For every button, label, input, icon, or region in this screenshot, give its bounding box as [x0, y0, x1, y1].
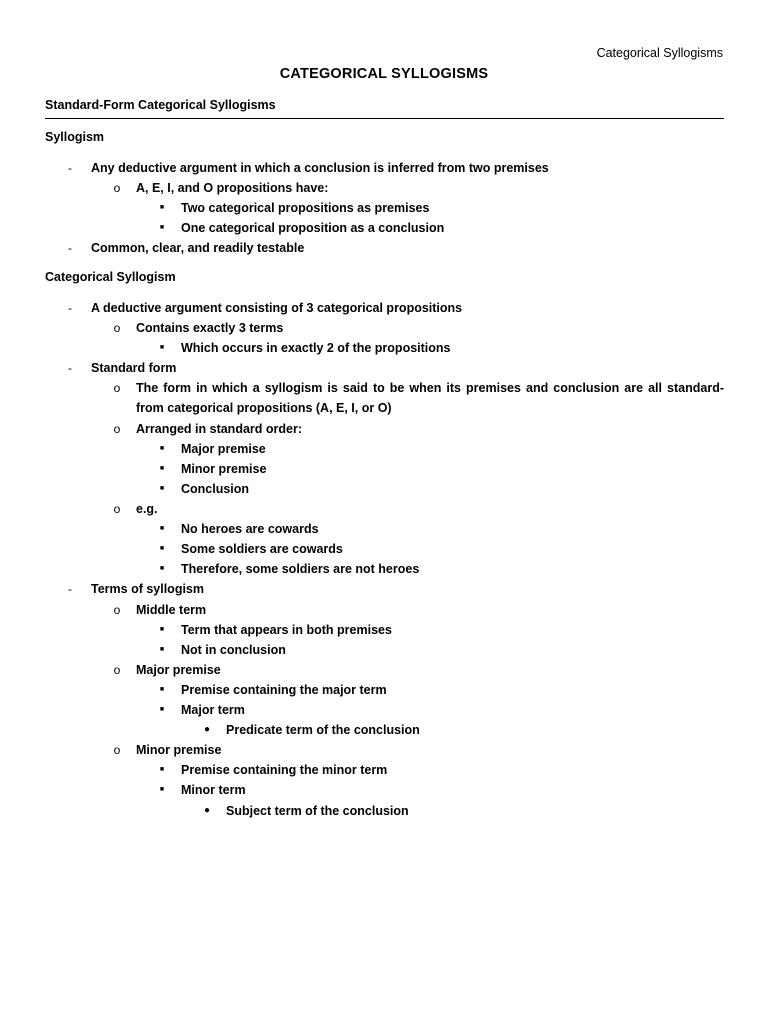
list-item-text: Term that appears in both premises: [181, 622, 392, 637]
list-item: [0, 499, 768, 519]
list-item-text: Two categorical propositions as premises: [181, 201, 430, 216]
dash-marker: -: [68, 582, 72, 597]
list-item: [0, 238, 768, 258]
list-item-text: Minor term: [181, 783, 246, 798]
square-marker: ■: [159, 685, 165, 693]
dash-marker: -: [68, 301, 72, 315]
list-item-text: Not in conclusion: [181, 642, 286, 657]
dash-marker: -: [68, 241, 72, 256]
list-item: [0, 298, 768, 318]
circle-marker: o: [113, 321, 121, 336]
square-marker: ■: [159, 565, 165, 573]
section-title: Standard-Form Categorical Syllogisms: [45, 98, 276, 112]
list-item-text: Any deductive argument in which a conclusion is inferred from two premises: [91, 161, 549, 175]
circle-marker: o: [113, 502, 121, 516]
list-item: [0, 680, 768, 700]
list-item: [0, 720, 768, 740]
list-item: [0, 378, 768, 418]
list-item-text: Common, clear, and readily testable: [91, 241, 305, 256]
dash-marker: -: [68, 161, 72, 175]
list-item: [0, 158, 768, 178]
list-item: [0, 559, 768, 579]
list-item-text: Which occurs in exactly 2 of the propositions: [181, 341, 451, 356]
circle-marker: o: [113, 662, 121, 677]
document-title: CATEGORICAL SYLLOGISMS: [279, 66, 489, 82]
list-item-text: Conclusion: [181, 481, 250, 496]
list-item: [0, 760, 768, 780]
list-item: [0, 700, 768, 720]
square-marker: ■: [159, 625, 165, 633]
list-item-text: Arranged in standard order:: [136, 421, 302, 436]
list-item-text: One categorical proposition as a conclusion: [181, 221, 445, 236]
list-item: [0, 318, 768, 338]
list-item-text: Premise containing the major term: [181, 682, 387, 697]
list-item: [0, 539, 768, 559]
list-item: [0, 358, 768, 378]
square-marker: ■: [159, 344, 165, 352]
list-item-text: Middle term: [136, 602, 207, 617]
list-item: [0, 660, 768, 680]
list-item: [0, 178, 768, 198]
list-item: [0, 218, 768, 238]
list-item: [0, 801, 768, 821]
square-marker: ■: [159, 545, 165, 553]
list-item-text: Standard form: [91, 361, 177, 376]
list-item-text: Subject term of the conclusion: [226, 803, 409, 818]
square-marker: ■: [159, 786, 165, 794]
list-item-text: Premise containing the minor term: [181, 763, 388, 778]
square-marker: ■: [159, 224, 165, 232]
list-item: [0, 640, 768, 660]
circle-marker: o: [113, 743, 121, 758]
section-divider: [45, 118, 724, 119]
list-item-text: Terms of syllogism: [91, 582, 204, 597]
list-item-text: e.g.: [136, 502, 158, 516]
list-item: [0, 620, 768, 640]
list-item-text: Minor premise: [181, 461, 267, 476]
list-item: [0, 419, 768, 439]
running-header: Categorical Syllogisms: [596, 46, 723, 60]
square-marker: ■: [159, 645, 165, 653]
list-item-text: Therefore, some soldiers are not heroes: [181, 562, 420, 577]
circle-marker: o: [113, 421, 121, 436]
square-marker: ■: [159, 706, 165, 713]
list-item: [0, 740, 768, 760]
circle-marker: o: [113, 602, 121, 617]
list-item: [0, 780, 768, 800]
list-item-text: Contains exactly 3 terms: [136, 321, 284, 336]
square-marker: ■: [159, 766, 165, 774]
circle-marker: o: [113, 181, 121, 196]
list-item-text: Some soldiers are cowards: [181, 542, 343, 557]
list-item-text: A deductive argument consisting of 3 categorical propositions: [91, 301, 463, 315]
list-item-text: No heroes are cowards: [181, 522, 319, 537]
list-item: [0, 439, 768, 459]
list-item: [0, 479, 768, 499]
square-marker: ■: [159, 444, 165, 452]
list-item-text: Minor premise: [136, 743, 222, 758]
list-item: [0, 579, 768, 599]
syllogism-heading: Syllogism: [45, 130, 105, 144]
list-item: [0, 338, 768, 358]
list-item: [0, 198, 768, 218]
categorical-syllogism-heading: Categorical Syllogism: [45, 270, 176, 284]
list-item: [0, 600, 768, 620]
square-marker: ■: [159, 525, 165, 533]
dash-marker: -: [68, 361, 72, 376]
list-item-text: Major premise: [136, 662, 221, 677]
bullet-marker: ●: [203, 724, 211, 736]
list-item: [0, 519, 768, 539]
list-item-text: The form in which a syllogism is said to be when its premises and conclusion are all standard-from categorical propositions (A, E, I, or O): [136, 381, 724, 416]
list-item: [0, 459, 768, 479]
circle-marker: o: [113, 381, 121, 396]
list-item-text: Predicate term of the conclusion: [226, 723, 420, 738]
list-item-text: Major premise: [181, 441, 266, 456]
list-item-text: Major term: [181, 703, 245, 717]
square-marker: ■: [159, 204, 165, 212]
list-item-text: A, E, I, and O propositions have:: [136, 181, 329, 196]
square-marker: ■: [159, 484, 165, 492]
square-marker: ■: [159, 464, 165, 472]
bullet-marker: ●: [203, 804, 211, 816]
